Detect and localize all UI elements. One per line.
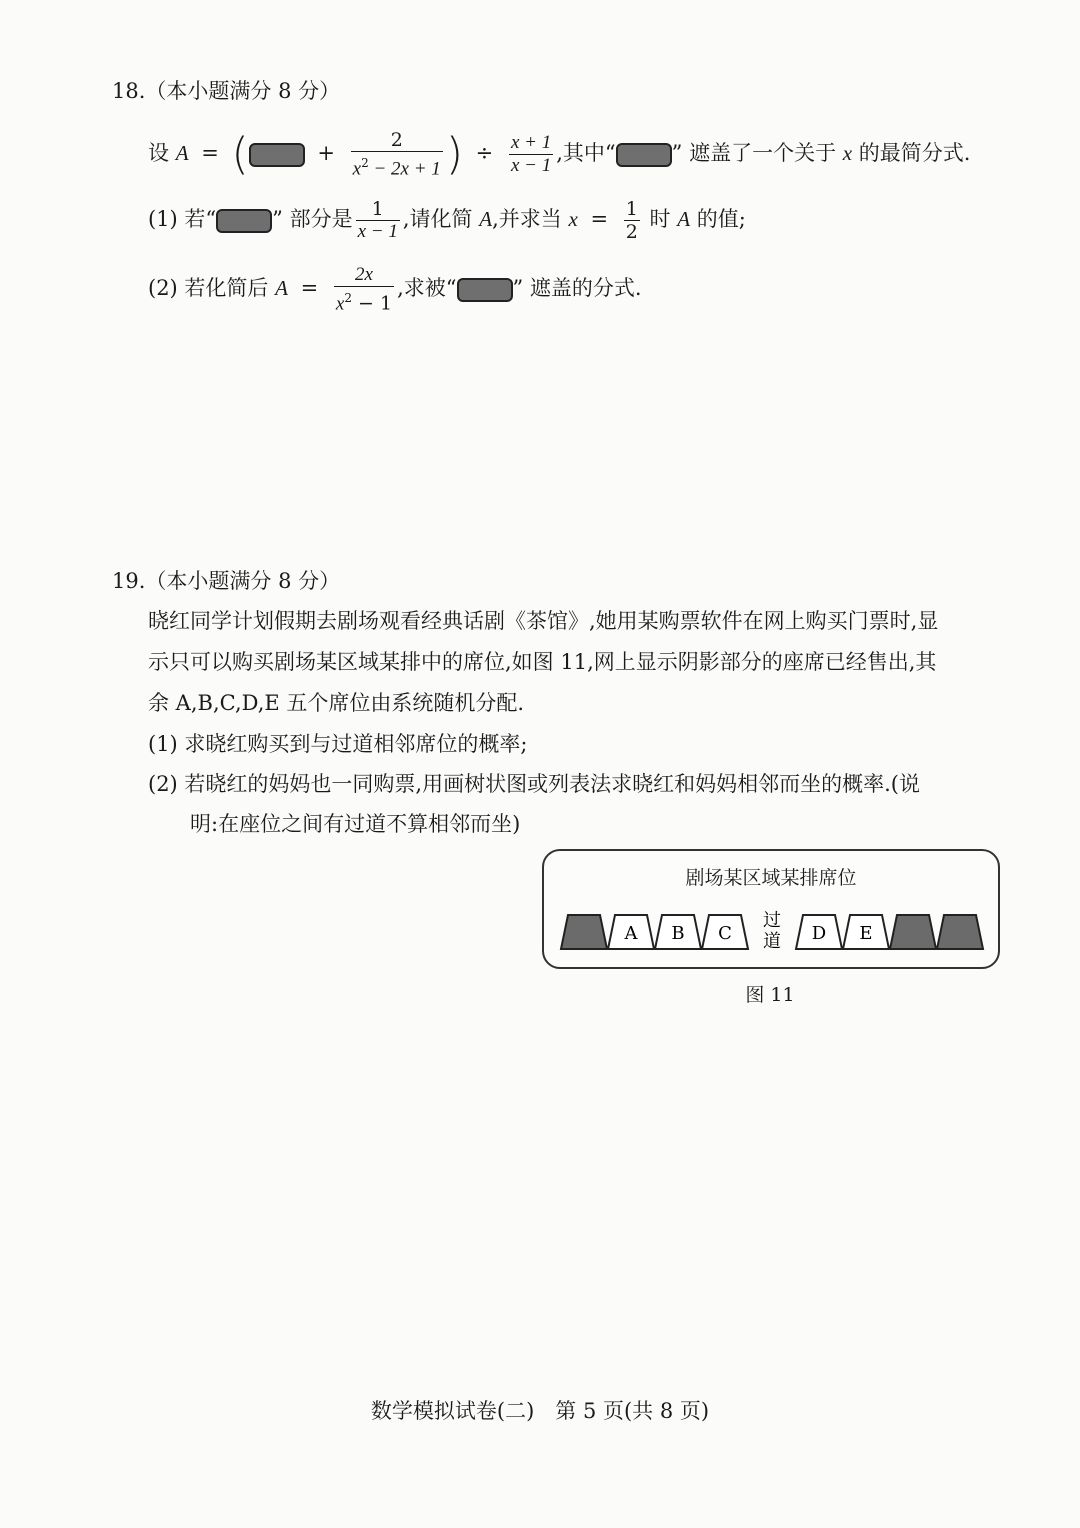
stem-text: ,其中“ [556,141,616,166]
fraction-2-over-quadratic [351,129,443,180]
seat-label-c: C [718,923,732,944]
aisle-label-top: 过 [763,910,781,931]
seats-right-group [796,915,983,949]
seat-label-b: B [671,923,685,944]
var-a: A [175,141,189,166]
frac-den [351,151,443,180]
part-text: ” 部分是 [272,207,353,231]
den-rest: − 2x + 1 [368,158,441,180]
part-text: ,并求当 [492,207,562,231]
divide-sign: ÷ [475,141,494,166]
plus-sign: + [317,141,335,166]
mask-box [457,278,513,302]
page-footer: 数学模拟试卷(二) 第 5 页(共 8 页) [370,1399,710,1423]
q19-line3: 余 A,B,C,D,E 五个席位由系统随机分配. [148,691,525,715]
frac-num: x + 1 [510,132,552,154]
part-text: ” 遮盖的分式. [512,276,642,301]
figure-title: 剧场某区域某排席位 [685,867,857,889]
stem-text: 的最简分式. [858,141,971,166]
den-x: x [352,158,362,180]
mask-box [216,209,272,233]
fraction-one-half [624,198,640,243]
part-text: (2) 若化简后 [148,276,269,301]
seat-figure [542,849,1000,969]
frac-num: 2 [390,129,403,151]
seat-row-diagram [544,851,998,967]
q18-stem [148,129,970,180]
frac-num: 2x [355,264,373,285]
right-paren: ) [445,128,463,180]
stem-text: ” 遮盖了一个关于 [671,141,837,166]
den-rest: − 1 [352,292,393,315]
fraction-x-plus-1-over-x-minus-1 [509,132,553,177]
frac-den: x − 1 [510,155,552,177]
frac-num: 1 [371,198,384,220]
sold-seat [561,915,607,949]
q18-header: 18.（本小题满分 8 分） [112,79,341,103]
left-paren: ( [231,128,249,180]
seats-left-group [561,915,748,949]
q18-part2 [148,264,642,315]
q18-part1 [148,198,746,243]
var-x: x [842,141,853,166]
equals-sign: = [201,141,219,166]
figure-caption: 图 11 [745,984,795,1006]
equals-sign: = [300,276,319,301]
mask-box [616,143,672,167]
part-text: ,求被“ [397,276,457,301]
frac-den: x − 1 [357,221,398,242]
q19-part2a: (2) 若晓红的妈妈也一同购票,用画树状图或列表法求晓红和妈妈相邻而坐的概率.(说 [148,772,920,796]
q19-header: 19.（本小题满分 8 分） [112,569,341,593]
part-text: (1) 若“ [148,207,217,231]
q19-part1: (1) 求晓红购买到与过道相邻席位的概率; [148,732,528,756]
var-a: A [479,207,493,231]
var-a: A [275,276,288,301]
fraction-2x-over-x2-minus-1 [334,264,394,315]
sold-seat [890,915,936,949]
sold-seat [937,915,983,949]
q19-part2b: 明:在座位之间有过道不算相邻而坐) [190,812,521,836]
part-text: 时 [649,207,671,231]
den-x: x [335,293,345,315]
equals-sign: = [590,207,609,231]
part-text: 的值; [696,207,746,231]
q19-line1: 晓红同学计划假期去剧场观看经典话剧《茶馆》,她用某购票软件在网上购买门票时,显 [148,609,939,633]
q18-stem-lead: 设 [148,141,169,166]
aisle-label-bottom: 道 [763,931,781,952]
var-a: A [677,207,691,231]
frac-den: 2 [625,221,638,243]
frac-num: 1 [625,198,638,220]
seat-label-e: E [859,923,873,944]
fraction-1-over-x-minus-1 [356,198,400,243]
mask-box [249,143,305,167]
seat-label-a: A [624,923,638,944]
q19-line2: 示只可以购买剧场某区域某排中的席位,如图 11,网上显示阴影部分的座席已经售出,其 [148,650,937,674]
part-text: ,请化简 [402,207,473,231]
den-sup: 2 [344,291,352,305]
frac-den [334,286,394,315]
seat-label-d: D [811,923,827,944]
var-x: x [568,207,578,231]
den-sup: 2 [361,156,369,170]
